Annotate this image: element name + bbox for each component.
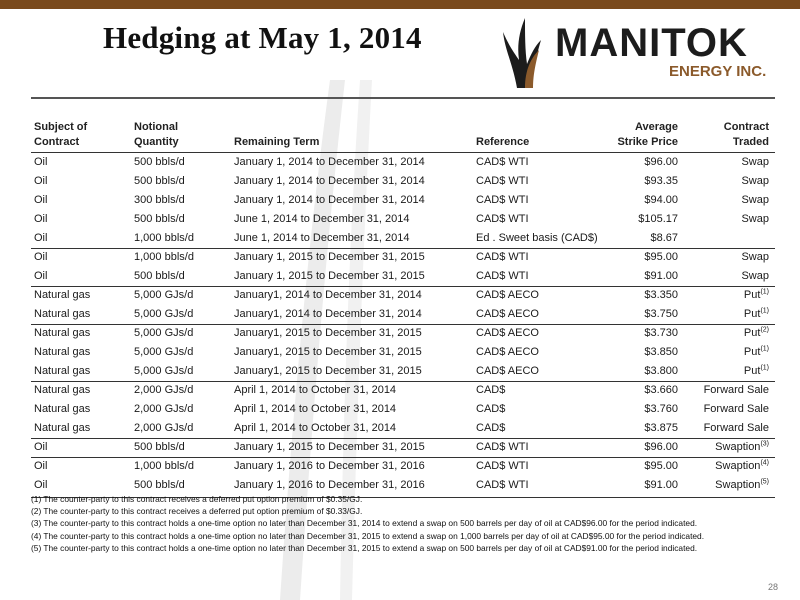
cell-quantity: 300 bbls/d — [134, 194, 185, 206]
cell-reference: CAD$ AECO — [476, 308, 539, 320]
cell-price: $94.00 — [644, 194, 678, 206]
cell-traded — [744, 286, 769, 305]
header-rule — [31, 97, 775, 99]
traded-label: Put — [743, 308, 761, 320]
cell-subject: Oil — [34, 194, 48, 206]
cell-price: $3.760 — [644, 403, 678, 415]
traded-label: Swaption — [715, 441, 761, 453]
footnote-ref: (4) — [760, 459, 769, 467]
cell-price: $96.00 — [644, 441, 678, 453]
cell-subject: Natural gas — [34, 327, 91, 339]
cell-quantity: 1,000 bbls/d — [134, 251, 194, 263]
cell-subject: Natural gas — [34, 346, 91, 358]
cell-traded — [744, 305, 769, 324]
cell-quantity: 500 bbls/d — [134, 175, 185, 187]
cell-price: $3.800 — [644, 365, 678, 377]
footnote-ref: (1) — [760, 364, 769, 372]
cell-reference: CAD$ WTI — [476, 175, 529, 187]
cell-reference: CAD$ WTI — [476, 441, 529, 453]
cell-term: January 1, 2015 to December 31, 2015 — [234, 270, 425, 282]
cell-traded — [715, 457, 769, 476]
cell-term: January1, 2015 to December 31, 2015 — [234, 365, 422, 377]
cell-term: January1, 2015 to December 31, 2015 — [234, 327, 422, 339]
cell-subject: Oil — [34, 251, 48, 263]
cell-subject: Oil — [34, 460, 48, 472]
cell-quantity: 1,000 bbls/d — [134, 460, 194, 472]
table-row — [31, 191, 775, 210]
cell-subject: Natural gas — [34, 403, 91, 415]
header-notional-line2: Quantity — [134, 136, 179, 148]
cell-traded — [741, 191, 769, 210]
cell-quantity: 1,000 bbls/d — [134, 232, 194, 244]
cell-term: April 1, 2014 to October 31, 2014 — [234, 422, 397, 434]
cell-reference: CAD$ WTI — [476, 460, 529, 472]
traded-label: Swap — [741, 175, 769, 187]
header-term: Remaining Term — [234, 136, 320, 148]
table-row — [31, 438, 775, 457]
cell-term: June 1, 2014 to December 31, 2014 — [234, 232, 410, 244]
header-traded-line1: Contract — [723, 121, 769, 133]
cell-term: January 1, 2014 to December 31, 2014 — [234, 194, 425, 206]
traded-label: Swap — [741, 251, 769, 263]
footnote-ref: (1) — [760, 288, 769, 296]
cell-reference: CAD$ WTI — [476, 270, 529, 282]
cell-quantity: 2,000 GJs/d — [134, 403, 194, 415]
table-row — [31, 343, 775, 362]
table-row — [31, 400, 775, 419]
footnote: (4) The counter-party to this contract holds a one-time option no later than December 31, 2015 to extend a swap on 1,000 barrels per day of oil at CAD$95.00 for the period indicated. — [31, 530, 705, 541]
table-row — [31, 172, 775, 191]
cell-term: January 1, 2014 to December 31, 2014 — [234, 175, 425, 187]
cell-subject: Oil — [34, 156, 48, 168]
traded-label: Swap — [741, 156, 769, 168]
table-row — [31, 248, 775, 267]
antler-emblem-icon — [503, 18, 541, 88]
cell-reference: CAD$ AECO — [476, 365, 539, 377]
footnote: (2) The counter-party to this contract receives a deferred put option premium of $0.33/GJ. — [31, 506, 363, 517]
table-row — [31, 381, 775, 400]
cell-quantity: 5,000 GJs/d — [134, 327, 194, 339]
cell-reference: CAD$ WTI — [476, 251, 529, 263]
cell-reference: CAD$ AECO — [476, 327, 539, 339]
cell-traded — [744, 343, 769, 362]
cell-price: $3.750 — [644, 308, 678, 320]
cell-price: $8.67 — [650, 232, 678, 244]
traded-label: Forward Sale — [703, 384, 769, 396]
footnote-ref: (1) — [760, 307, 769, 315]
cell-reference: CAD$ — [476, 384, 506, 396]
traded-label: Swaption — [715, 460, 761, 472]
cell-price: $91.00 — [644, 479, 678, 491]
header-subject-line1: Subject of — [34, 121, 88, 133]
cell-term: April 1, 2014 to October 31, 2014 — [234, 384, 397, 396]
cell-quantity: 500 bbls/d — [134, 270, 185, 282]
cell-quantity: 5,000 GJs/d — [134, 289, 194, 301]
cell-subject: Oil — [34, 441, 48, 453]
cell-quantity: 2,000 GJs/d — [134, 422, 194, 434]
traded-label: Put — [743, 289, 761, 301]
cell-traded — [741, 267, 769, 286]
table-row — [31, 362, 775, 381]
cell-traded — [741, 210, 769, 229]
traded-label: Put — [743, 327, 761, 339]
cell-reference: CAD$ WTI — [476, 213, 529, 225]
cell-term: April 1, 2014 to October 31, 2014 — [234, 403, 397, 415]
cell-quantity: 500 bbls/d — [134, 156, 185, 168]
cell-reference: Ed . Sweet basis (CAD$) — [476, 232, 598, 244]
table-row — [31, 457, 775, 476]
cell-price: $93.35 — [644, 175, 678, 187]
cell-price: $96.00 — [644, 156, 678, 168]
page-number: 28 — [767, 582, 778, 592]
footnote: (3) The counter-party to this contract holds a one-time option no later than December 31, 2014 to extend a swap on 500 barrels per day of oil at CAD$96.00 for the period indicated. — [31, 518, 698, 529]
cell-term: January 1, 2015 to December 31, 2015 — [234, 441, 425, 453]
cell-subject: Oil — [34, 232, 48, 244]
cell-reference: CAD$ WTI — [476, 156, 529, 168]
cell-quantity: 500 bbls/d — [134, 479, 185, 491]
header-subject-line2: Contract — [34, 136, 80, 148]
cell-traded — [741, 248, 769, 267]
cell-subject: Natural gas — [34, 289, 91, 301]
cell-reference: CAD$ WTI — [476, 194, 529, 206]
company-logo — [495, 10, 785, 90]
cell-reference: CAD$ AECO — [476, 346, 539, 358]
cell-subject: Natural gas — [34, 384, 91, 396]
cell-reference: CAD$ — [476, 403, 506, 415]
cell-price: $91.00 — [644, 270, 678, 282]
cell-quantity: 5,000 GJs/d — [134, 346, 194, 358]
footnote-ref: (2) — [760, 326, 769, 334]
footnote: (1) The counter-party to this contract receives a deferred put option premium of $0.35/GJ. — [31, 494, 363, 504]
cell-traded — [744, 324, 769, 343]
traded-label: Swaption — [715, 479, 761, 491]
cell-subject: Natural gas — [34, 365, 91, 377]
cell-reference: CAD$ AECO — [476, 289, 539, 301]
cell-term: January 1, 2014 to December 31, 2014 — [234, 156, 425, 168]
traded-label: Swap — [741, 213, 769, 225]
table-row — [31, 153, 775, 172]
traded-label: Forward Sale — [703, 403, 769, 415]
table-row — [31, 419, 775, 438]
cell-quantity: 500 bbls/d — [134, 213, 185, 225]
cell-subject: Natural gas — [34, 422, 91, 434]
table-row — [31, 229, 775, 248]
cell-reference: CAD$ — [476, 422, 506, 434]
cell-term: January1, 2015 to December 31, 2015 — [234, 346, 422, 358]
footnote-ref: (3) — [760, 440, 769, 448]
cell-term: January1, 2014 to December 31, 2014 — [234, 308, 422, 320]
table-row — [31, 210, 775, 229]
header-reference: Reference — [476, 136, 530, 148]
cell-price: $3.730 — [644, 327, 678, 339]
cell-subject: Oil — [34, 175, 48, 187]
traded-label: Swap — [741, 270, 769, 282]
cell-price: $3.850 — [644, 346, 678, 358]
cell-reference: CAD$ WTI — [476, 479, 529, 491]
cell-quantity: 5,000 GJs/d — [134, 365, 194, 377]
cell-price: $3.660 — [644, 384, 678, 396]
cell-term: January 1, 2015 to December 31, 2015 — [234, 251, 425, 263]
logo-sub-text: ENERGY INC. — [669, 63, 767, 80]
table-header — [31, 120, 775, 152]
traded-label: Forward Sale — [703, 422, 769, 434]
cell-quantity: 5,000 GJs/d — [134, 308, 194, 320]
cell-traded — [741, 153, 769, 172]
cell-price: $3.350 — [644, 289, 678, 301]
header-strike-line2: Strike Price — [617, 136, 678, 148]
table-row — [31, 267, 775, 286]
cell-traded — [704, 381, 769, 400]
header-notional-line1: Notional — [134, 121, 178, 133]
header-traded-line2: Traded — [732, 136, 769, 148]
cell-subject: Oil — [34, 270, 48, 282]
table-row — [31, 305, 775, 324]
cell-traded — [715, 438, 769, 457]
footnote-ref: (1) — [760, 345, 769, 353]
cell-term: January 1, 2016 to December 31, 2016 — [234, 460, 425, 472]
cell-term: January1, 2014 to December 31, 2014 — [234, 289, 422, 301]
cell-subject: Natural gas — [34, 308, 91, 320]
logo-brand-text: MANITOK — [555, 21, 748, 65]
page-title: Hedging at May 1, 2014 — [103, 20, 422, 55]
cell-price: $95.00 — [644, 251, 678, 263]
cell-price: $105.17 — [638, 213, 678, 225]
footnote: (5) The counter-party to this contract holds a one-time option no later than December 31, 2015 to extend a swap on 500 barrels per day of oil at CAD$91.00 for the period indicated. — [31, 542, 698, 553]
traded-label: Swap — [741, 194, 769, 206]
table-row — [31, 286, 775, 305]
header-strike-line1: Average — [634, 121, 678, 133]
cell-traded — [744, 362, 769, 381]
cell-subject: Oil — [34, 479, 48, 491]
cell-term: January 1, 2016 to December 31, 2016 — [234, 479, 425, 491]
traded-label: Put — [743, 365, 761, 377]
cell-price: $3.875 — [644, 422, 678, 434]
table-row — [31, 324, 775, 343]
cell-traded — [704, 400, 769, 419]
cell-subject: Oil — [34, 213, 48, 225]
cell-traded — [741, 172, 769, 191]
footnote-ref: (5) — [760, 478, 769, 486]
traded-label: Put — [743, 346, 761, 358]
footnotes — [31, 493, 775, 554]
cell-term: June 1, 2014 to December 31, 2014 — [234, 213, 410, 225]
cell-traded — [704, 419, 769, 438]
cell-quantity: 500 bbls/d — [134, 441, 185, 453]
cell-quantity: 2,000 GJs/d — [134, 384, 194, 396]
cell-price: $95.00 — [644, 460, 678, 472]
